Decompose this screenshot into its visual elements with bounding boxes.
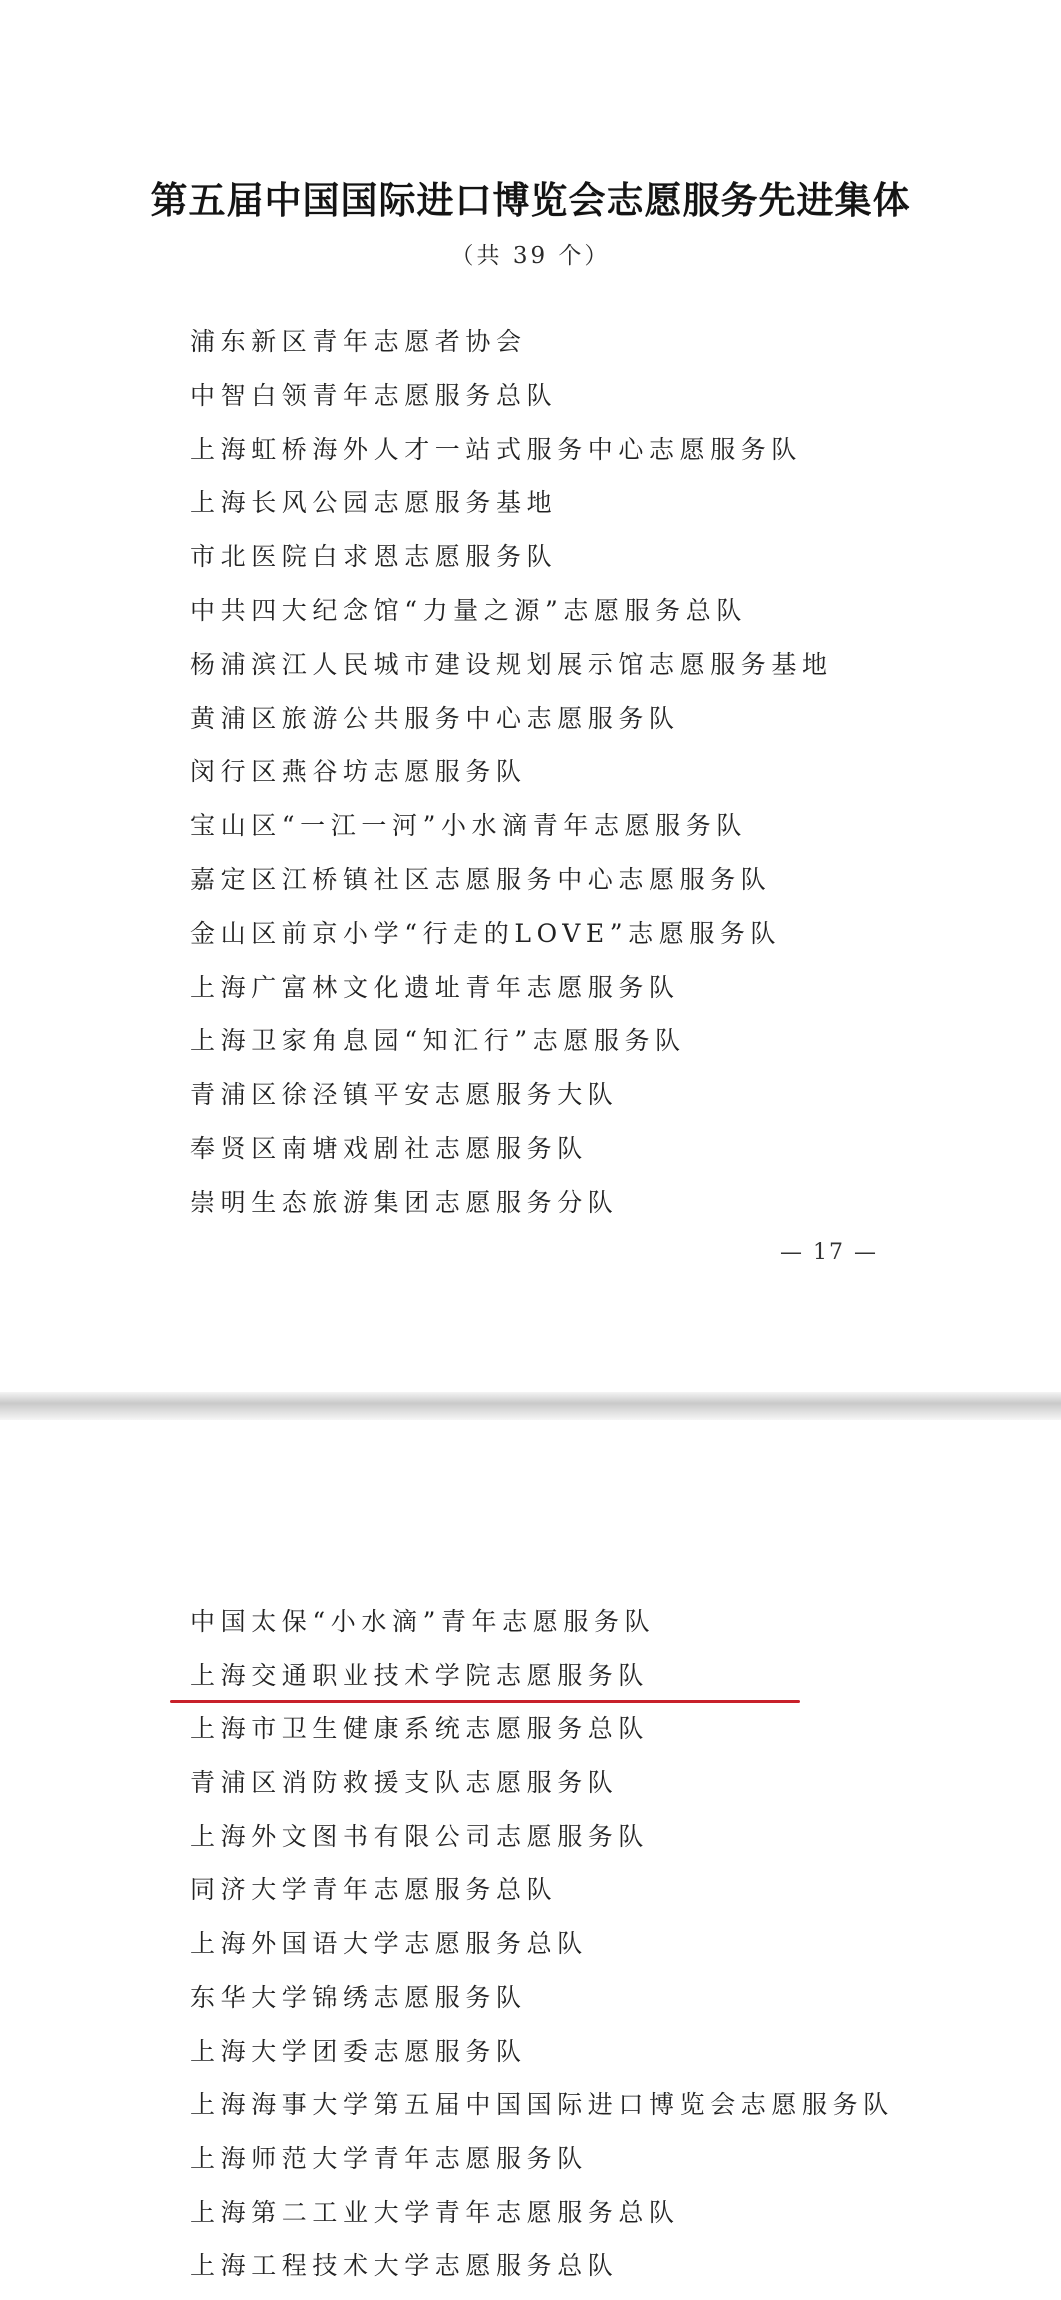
list-item: 杨浦滨江人民城市建设规划展示馆志愿服务基地 [190,649,833,679]
list-item: 上海工程技术大学志愿服务总队 [190,2251,619,2281]
document-subtitle: （共 39 个） [450,243,611,269]
list-item: 上海长风公园志愿服务基地 [190,488,558,518]
awardee-list-page-2 [190,1602,894,2300]
list-item: 青浦区消防救援支队志愿服务队 [190,1768,619,1798]
list-item: 上海广富林文化遗址青年志愿服务队 [190,972,680,1002]
highlighted-item-text: 上海交通职业技术学院志愿服务队 [190,1660,650,1690]
list-item: 中共四大纪念馆“力量之源”志愿服务总队 [190,595,747,625]
list-item: 奉贤区南塘戏剧社志愿服务队 [190,1133,588,1163]
list-item: 上海虹桥海外人才一站式服务中心志愿服务队 [190,434,803,464]
list-item: 上海第二工业大学青年志愿服务总队 [190,2197,680,2227]
list-item: 市北医院白求恩志愿服务队 [190,542,558,572]
list-item: 闵行区燕谷坊志愿服务队 [190,757,527,787]
page-separator [0,1392,1061,1420]
list-item: 上海外国语大学志愿服务总队 [190,1929,588,1959]
list-item: 上海海事大学第五届中国国际进口博览会志愿服务队 [190,2090,894,2120]
list-item: 浦东新区青年志愿者协会 [190,327,527,356]
list-item: 中智白领青年志愿服务总队 [190,380,558,410]
list-item: 黄浦区旅游公共服务中心志愿服务队 [190,703,680,733]
list-item: 崇明生态旅游集团志愿服务分队 [190,1187,619,1217]
list-item: 上海市卫生健康系统志愿服务总队 [190,1714,650,1744]
list-item: 东华大学锦绣志愿服务队 [190,1982,527,2012]
list-item: 上海大学团委志愿服务队 [190,2036,527,2066]
list-item: 上海师范大学青年志愿服务队 [190,2143,588,2173]
page-number: — 17 — [780,1240,878,1265]
list-item: 上海外文图书有限公司志愿服务队 [190,1821,650,1851]
red-underline-annotation [170,1700,800,1703]
awardee-list-page-1 [190,322,833,1237]
list-item: 青浦区徐泾镇平安志愿服务大队 [190,1080,619,1110]
list-item: 上海卫家角息园“知汇行”志愿服务队 [190,1026,686,1056]
list-item: 嘉定区江桥镇社区志愿服务中心志愿服务队 [190,864,772,894]
list-item: 中国太保“小水滴”青年志愿服务队 [190,1607,656,1636]
document-title: 第五届中国国际进口博览会志愿服务先进集体 [150,178,911,222]
list-item: 金山区前京小学“行走的LOVE”志愿服务队 [190,918,782,948]
list-item: 宝山区“一江一河”小水滴青年志愿服务队 [190,811,747,841]
list-item-highlighted [190,1656,894,1710]
list-item: 同济大学青年志愿服务总队 [190,1875,558,1905]
